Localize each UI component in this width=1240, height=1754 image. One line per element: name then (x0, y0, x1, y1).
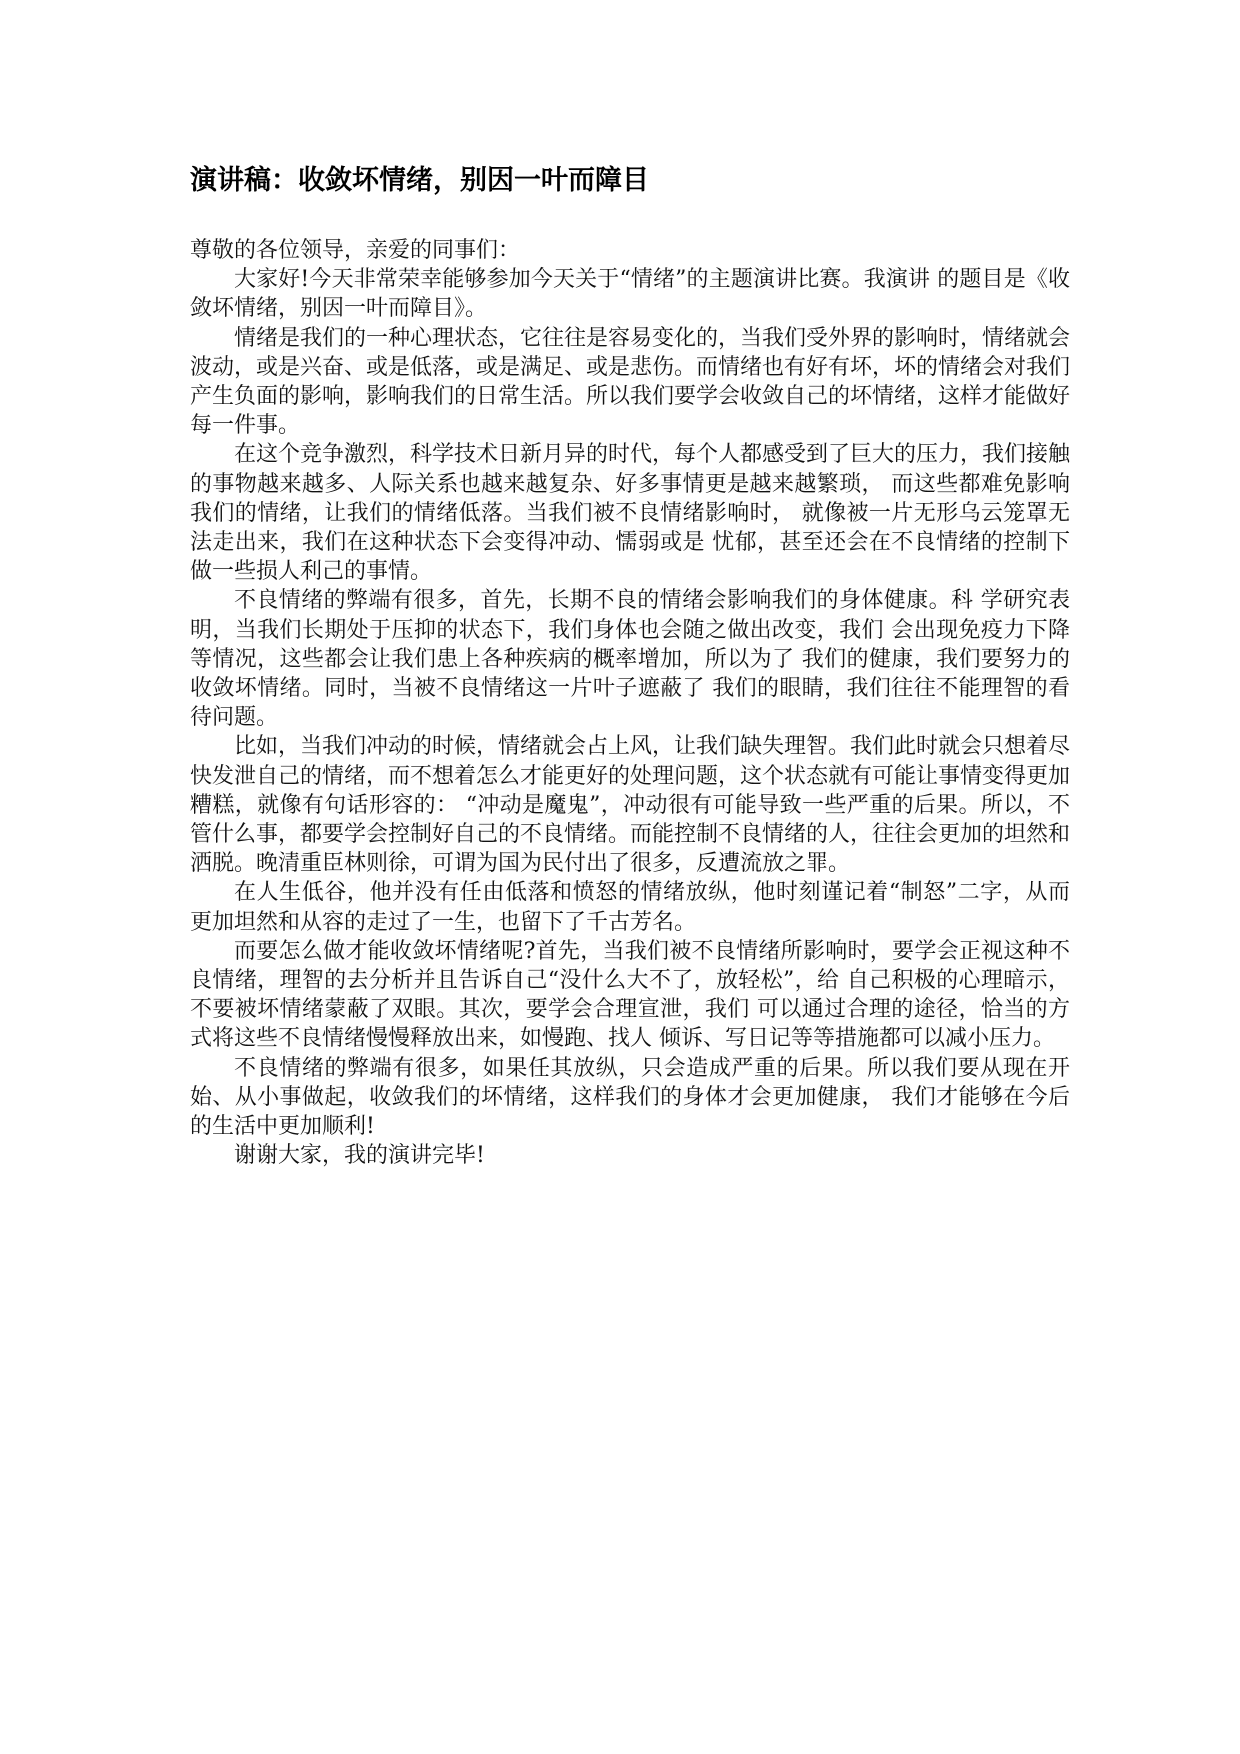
paragraph-modern-pressure: 在这个竞争激烈，科学技术日新月异的时代，每个人都感受到了巨大的压力，我们接触的事物越来越多、人际关系也越来越复杂、好多事情更是越来越繁琐， 而这些都难免影响我们的情绪，让我们的情绪低落。当我们被不良情绪影响时， 就像被一片无形乌云笼罩无法走出来，我们在这种状态下会变得冲动、懦弱或是 忧郁，甚至还会在不良情绪的控制下做一些损人利己的事情。 (190, 442, 1071, 585)
paragraph-emotion-definition: 情绪是我们的一种心理状态，它往往是容易变化的，当我们受外界的影响时，情绪就会波动，或是兴奋、或是低落，或是满足、或是悲伤。而情绪也有好有坏，坏的情绪会对我们产生负面的影响，影响我们的日常生活。所以我们要学会收敛自己的坏情绪，这样才能做好每一件事。 (190, 325, 1071, 439)
document-body (190, 236, 1070, 1171)
paragraph-impulse-example: 比如，当我们冲动的时候，情绪就会占上风，让我们缺失理智。我们此时就会只想着尽快发泄自己的情绪，而不想着怎么才能更好的处理问题，这个状态就有可能让事情变得更加糟糕，就像有句话形容的： “冲动是魔鬼”，冲动很有可能导致一些严重的后果。所以，不管什么事，都要学会控制好自己的不良情绪。而能控制不良情绪的人，往往会更加的坦然和洒脱。晚清重臣林则徐，可谓为国为民付出了很多，反遭流放之罪。 (190, 734, 1071, 877)
paragraph-opening: 大家好!今天非常荣幸能够参加今天关于“情绪”的主题演讲比赛。我演讲 的题目是《收敛坏情绪，别因一叶而障目》。 (190, 267, 1070, 322)
paragraph-conclusion: 不良情绪的弊端有很多，如果任其放纵，只会造成严重的后果。所以我们要从现在开始、从小事做起，收敛我们的坏情绪，这样我们的身体才会更加健康， 我们才能够在今后的生活中更加顺利! (190, 1055, 1070, 1140)
paragraph-how-to-control: 而要怎么做才能收敛坏情绪呢?首先，当我们被不良情绪所影响时，要学会正视这种不良情绪，理智的去分析并且告诉自己“没什么大不了，放轻松”，给 自己积极的心理暗示，不要被坏情绪蒙蔽了双眼。其次，要学会合理宣泄，我们 可以通过合理的途径，恰当的方式将这些不良情绪慢慢释放出来，如慢跑、找人 倾诉、写日记等等措施都可以减小压力。 (190, 938, 1070, 1052)
paragraph-health-harm: 不良情绪的弊端有很多，首先，长期不良的情绪会影响我们的身体健康。科 学研究表明，当我们长期处于压抑的状态下，我们身体也会随之做出改变，我们 会出现免疫力下降等情况，这些都会让我们患上各种疾病的概率增加，所以为了 我们的健康，我们要努力的收敛坏情绪。同时，当被不良情绪这一片叶子遮蔽了 我们的眼睛，我们往往不能理智的看待问题。 (190, 588, 1070, 731)
paragraph-closing: 谢谢大家，我的演讲完毕! (234, 1143, 485, 1169)
document-title: 演讲稿：收敛坏情绪，别因一叶而障目 (190, 165, 649, 196)
salutation: 尊敬的各位领导，亲爱的同事们： (190, 238, 521, 263)
paragraph-lin-zexu: 在人生低谷，他并没有任由低落和愤怒的情绪放纵，他时刻谨记着“制怒”二字，从而更加坦然和从容的走过了一生，也留下了千古芳名。 (190, 880, 1070, 935)
